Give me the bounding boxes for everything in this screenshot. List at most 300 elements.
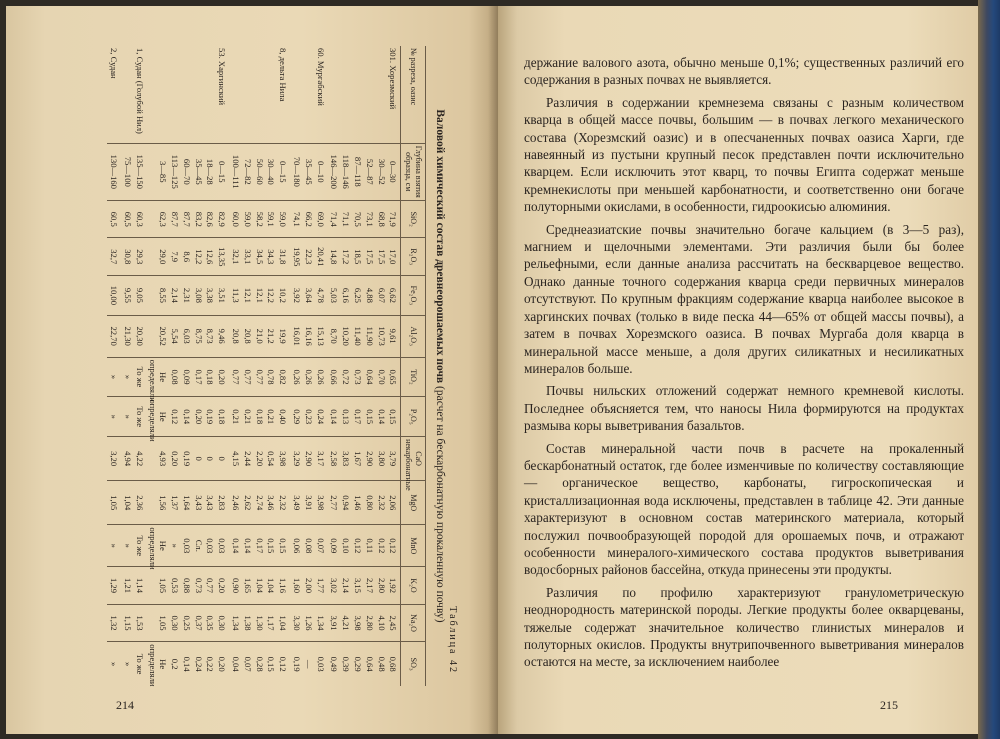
value-cell: 3,91 bbox=[328, 604, 340, 642]
value-cell: 16,01 bbox=[290, 315, 302, 357]
value-cell: 3,98 bbox=[314, 481, 328, 525]
depth-cell: 87—118 bbox=[351, 143, 363, 200]
value-cell: 3,38 bbox=[204, 276, 216, 316]
value-cell: 1,04 bbox=[121, 481, 133, 525]
value-cell: 0,21 bbox=[265, 397, 277, 437]
value-cell: 30,8 bbox=[121, 238, 133, 276]
depth-cell: 18—28 bbox=[204, 143, 216, 200]
value-cell: 0 bbox=[215, 437, 229, 481]
value-cell: 0,15 bbox=[276, 525, 290, 567]
value-cell: 0,17 bbox=[253, 525, 265, 567]
header-k2o: K₂O bbox=[401, 567, 426, 605]
value-cell: 0,14 bbox=[241, 525, 253, 567]
table-row bbox=[351, 46, 363, 686]
value-cell: 0,21 bbox=[241, 397, 253, 437]
book-cover-edge bbox=[978, 0, 1000, 739]
value-cell: 0,15 bbox=[265, 642, 277, 686]
value-cell: 0,17 bbox=[351, 397, 363, 437]
value-cell: 0,49 bbox=[328, 642, 340, 686]
depth-cell: 72—82 bbox=[241, 143, 253, 200]
value-cell: 29,0 bbox=[147, 238, 169, 276]
value-cell: 71,9 bbox=[387, 200, 401, 238]
value-cell: 0,11 bbox=[363, 525, 375, 567]
header-cao bbox=[401, 437, 426, 491]
site-cell bbox=[328, 46, 340, 143]
value-cell: 2,90 bbox=[302, 437, 314, 481]
value-cell: 2,00 bbox=[302, 567, 314, 605]
site-cell bbox=[147, 46, 169, 143]
value-cell: 1,77 bbox=[314, 567, 328, 605]
value-cell: 2,17 bbox=[363, 567, 375, 605]
value-cell: 0,26 bbox=[314, 357, 328, 397]
table-body bbox=[107, 46, 401, 686]
table-row bbox=[121, 46, 133, 686]
value-cell: 3,92 bbox=[290, 276, 302, 316]
header-cao-label: CaO bbox=[414, 451, 423, 466]
paragraph: Различия в содержании кремнезема связаны с разным количеством кварца в общей массе почвы, большим — в почвах легкого механического состава (Хорезмский оазис) и в опесчаненных почвах оазиса Харги, где навеянный из пустыни крупный песок представлен почти исключительно кварцем. Если исключить этот кварц, то почвы Египта содержат меньше кремнекислоты при меньшей карбонатности, и соответственно они богаче полуторными окислами, в особенности, гидроокисью алюминия. bbox=[524, 94, 964, 215]
header-r2o3: R₂O₃ bbox=[401, 238, 426, 276]
value-cell: 0,64 bbox=[363, 642, 375, 686]
value-cell: 3,46 bbox=[265, 481, 277, 525]
value-cell: 0,03 bbox=[215, 525, 229, 567]
page-number-right: 215 bbox=[880, 698, 898, 712]
value-cell: 0,20 bbox=[215, 567, 229, 605]
value-cell: 0,15 bbox=[265, 525, 277, 567]
value-cell: 31,8 bbox=[276, 238, 290, 276]
right-page bbox=[498, 6, 978, 734]
value-cell: 1,56 bbox=[147, 481, 169, 525]
value-cell: 0,14 bbox=[229, 525, 241, 567]
table-row bbox=[253, 46, 265, 686]
value-cell: 9,61 bbox=[387, 315, 401, 357]
table-header-row bbox=[401, 46, 426, 686]
table-row bbox=[276, 46, 290, 686]
value-cell: 1,16 bbox=[276, 567, 290, 605]
value-cell: 58,2 bbox=[253, 200, 265, 238]
table-row bbox=[265, 46, 277, 686]
site-cell bbox=[180, 46, 192, 143]
value-cell: 1,17 bbox=[265, 604, 277, 642]
value-cell: 29,3 bbox=[133, 238, 147, 276]
value-cell: Не определяли bbox=[147, 397, 169, 437]
value-cell: 11,40 bbox=[351, 315, 363, 357]
value-cell: 3,98 bbox=[276, 437, 290, 481]
value-cell: 20,30 bbox=[133, 315, 147, 357]
table-row bbox=[215, 46, 229, 686]
value-cell: 2,58 bbox=[328, 437, 340, 481]
value-cell: 60,0 bbox=[229, 200, 241, 238]
table-row bbox=[147, 46, 169, 686]
value-cell: 20,8 bbox=[241, 315, 253, 357]
value-cell: 2,80 bbox=[363, 604, 375, 642]
depth-cell: 70—180 bbox=[290, 143, 302, 200]
value-cell: 71,1 bbox=[339, 200, 351, 238]
value-cell: 0,18 bbox=[253, 397, 265, 437]
value-cell: 21,30 bbox=[121, 315, 133, 357]
value-cell: 12,1 bbox=[253, 276, 265, 316]
value-cell: 10,2 bbox=[276, 276, 290, 316]
value-cell: 0,40 bbox=[276, 397, 290, 437]
value-cell: 2,62 bbox=[241, 481, 253, 525]
value-cell: 0,17 bbox=[192, 357, 204, 397]
table-row bbox=[302, 46, 314, 686]
chemical-composition-table bbox=[107, 46, 426, 686]
value-cell: 0,77 bbox=[253, 357, 265, 397]
value-cell: То же bbox=[133, 642, 147, 686]
value-cell: 82,9 bbox=[215, 200, 229, 238]
value-cell: 32,7 bbox=[107, 238, 121, 276]
left-page bbox=[6, 6, 498, 734]
value-cell: 82,6 bbox=[204, 200, 216, 238]
value-cell: 0,29 bbox=[290, 397, 302, 437]
value-cell: 12,6 bbox=[204, 238, 216, 276]
header-sio2: SiO₂ bbox=[401, 200, 426, 238]
value-cell: 1,92 bbox=[387, 567, 401, 605]
value-cell: 1,67 bbox=[351, 437, 363, 481]
value-cell: 2,36 bbox=[133, 481, 147, 525]
site-cell bbox=[168, 46, 180, 143]
value-cell: 3,64 bbox=[302, 276, 314, 316]
value-cell: 21,2 bbox=[265, 315, 277, 357]
value-cell: 60,3 bbox=[133, 200, 147, 238]
value-cell: 2,14 bbox=[168, 276, 180, 316]
value-cell: 6,62 bbox=[387, 276, 401, 316]
value-cell: 0,08 bbox=[302, 525, 314, 567]
value-cell: 0,90 bbox=[229, 567, 241, 605]
value-cell: 20,8 bbox=[229, 315, 241, 357]
value-cell: 2,32 bbox=[375, 481, 387, 525]
value-cell: 0,10 bbox=[339, 525, 351, 567]
depth-cell: 0—10 bbox=[314, 143, 328, 200]
value-cell: 1,37 bbox=[168, 481, 180, 525]
depth-cell: 60—70 bbox=[180, 143, 192, 200]
table-row bbox=[375, 46, 387, 686]
value-cell: 12,2 bbox=[265, 276, 277, 316]
depth-cell: 50—60 bbox=[253, 143, 265, 200]
value-cell: 19,95 bbox=[290, 238, 302, 276]
value-cell: 2,31 bbox=[180, 276, 192, 316]
value-cell: 0,08 bbox=[168, 357, 180, 397]
value-cell: 0,80 bbox=[363, 481, 375, 525]
value-cell: 6,03 bbox=[180, 315, 192, 357]
header-cao-noncarb: некарбонатные bbox=[404, 439, 414, 491]
site-cell: 1, Судан (Голубой Нил) bbox=[134, 48, 145, 134]
value-cell: 22,3 bbox=[302, 238, 314, 276]
value-cell: 4,78 bbox=[314, 276, 328, 316]
value-cell: 0,15 bbox=[363, 397, 375, 437]
header-depth: Глубина взятия образца, см bbox=[401, 143, 426, 200]
table-row bbox=[339, 46, 351, 686]
table-label: Таблица 42 bbox=[447, 606, 458, 674]
depth-cell: 0—30 bbox=[387, 143, 401, 200]
value-cell: 0,88 bbox=[180, 567, 192, 605]
value-cell: 3,80 bbox=[375, 437, 387, 481]
value-cell: 0,26 bbox=[290, 357, 302, 397]
depth-cell: 130—160 bbox=[107, 143, 121, 200]
value-cell: » bbox=[121, 525, 133, 567]
value-cell: 0,25 bbox=[180, 604, 192, 642]
value-cell: 9,46 bbox=[215, 315, 229, 357]
value-cell: 11,3 bbox=[229, 276, 241, 316]
value-cell: 3,79 bbox=[387, 437, 401, 481]
value-cell: 1,65 bbox=[241, 567, 253, 605]
value-cell: 6,16 bbox=[339, 276, 351, 316]
value-cell: 3,98 bbox=[351, 604, 363, 642]
value-cell: 0,30 bbox=[215, 604, 229, 642]
value-cell: 0,09 bbox=[328, 525, 340, 567]
site-cell: 8, дельта Нила bbox=[278, 48, 289, 102]
value-cell: 83,2 bbox=[192, 200, 204, 238]
value-cell: Сл. bbox=[192, 525, 204, 567]
value-cell: 2,06 bbox=[387, 481, 401, 525]
value-cell: 13,35 bbox=[215, 238, 229, 276]
value-cell: » bbox=[107, 357, 121, 397]
site-cell bbox=[241, 46, 253, 143]
value-cell: 11,90 bbox=[363, 315, 375, 357]
value-cell: 22,70 bbox=[107, 315, 121, 357]
value-cell: 0,72 bbox=[339, 357, 351, 397]
value-cell: 0,03 bbox=[180, 525, 192, 567]
value-cell: 33,1 bbox=[241, 238, 253, 276]
value-cell: 0,20 bbox=[168, 437, 180, 481]
value-cell: » bbox=[121, 397, 133, 437]
value-cell: 1,29 bbox=[107, 567, 121, 605]
value-cell: 0,15 bbox=[387, 397, 401, 437]
value-cell: 0,20 bbox=[192, 397, 204, 437]
table-row bbox=[204, 46, 216, 686]
depth-cell: 3—85 bbox=[147, 143, 169, 200]
value-cell: 0 bbox=[204, 437, 216, 481]
value-cell: 0,06 bbox=[290, 525, 302, 567]
header-al2o3: Al₂O₃ bbox=[401, 315, 426, 357]
value-cell: 17,2 bbox=[339, 238, 351, 276]
header-na2o: Na₂O bbox=[401, 604, 426, 642]
value-cell: 2,45 bbox=[387, 604, 401, 642]
value-cell: 0,12 bbox=[375, 525, 387, 567]
value-cell: 1,64 bbox=[180, 481, 192, 525]
value-cell: 68,8 bbox=[375, 200, 387, 238]
value-cell: 60,5 bbox=[107, 200, 121, 238]
depth-cell: 118—146 bbox=[339, 143, 351, 200]
value-cell: 0,20 bbox=[215, 357, 229, 397]
site-cell bbox=[363, 46, 375, 143]
depth-cell: 35—45 bbox=[192, 143, 204, 200]
value-cell: » bbox=[107, 525, 121, 567]
depth-cell: 135—150 bbox=[133, 143, 147, 200]
value-cell: 9,55 bbox=[121, 276, 133, 316]
value-cell: 59,1 bbox=[265, 200, 277, 238]
value-cell: 0,68 bbox=[387, 642, 401, 686]
value-cell: 60,5 bbox=[121, 200, 133, 238]
value-cell: 3,49 bbox=[290, 481, 302, 525]
value-cell: 59,0 bbox=[241, 200, 253, 238]
value-cell: 34,5 bbox=[253, 238, 265, 276]
value-cell: 3,51 bbox=[215, 276, 229, 316]
value-cell: 87,7 bbox=[180, 200, 192, 238]
value-cell: 0,54 bbox=[265, 437, 277, 481]
value-cell: 20,41 bbox=[314, 238, 328, 276]
table-row bbox=[363, 46, 375, 686]
site-cell bbox=[229, 46, 241, 143]
paragraph: держание валового азота, обычно меньше 0,1%; существенных различий его содержания в разных почвах не выявляется. bbox=[524, 55, 964, 88]
value-cell: 0,70 bbox=[375, 357, 387, 397]
site-cell bbox=[204, 46, 216, 143]
value-cell: 0,39 bbox=[339, 642, 351, 686]
value-cell: 4,22 bbox=[133, 437, 147, 481]
value-cell: 1,04 bbox=[276, 604, 290, 642]
value-cell: 0,23 bbox=[302, 397, 314, 437]
site-cell bbox=[253, 46, 265, 143]
value-cell: 5,03 bbox=[328, 276, 340, 316]
site-cell bbox=[302, 46, 314, 143]
header-mgo: MgO bbox=[401, 481, 426, 525]
paragraph: Среднеазиатские почвы значительно богаче кальцием (в 3—5 раз), магнием и щелочными элементами. Эти различия были бы более рельефными, если данные анализа рассчитать на бескварцевое вещество. Однако данные точного содержания кварца среди первичных минералов отсутствуют. По крупным фракциям содержание кварца наиболее высокое в харгинских почвах (только в виде песка 44—65% от общей массы почвы), а затем в почвах Хорезмского оазиса. В почвах Мургаба доля кварца в минеральной массе меньше, а доля других силикатных и несиликатных минералов больше. bbox=[524, 221, 964, 376]
value-cell: 66,2 bbox=[302, 200, 314, 238]
table-row bbox=[387, 46, 401, 686]
value-cell: 15,13 bbox=[314, 315, 328, 357]
value-cell: 1,53 bbox=[133, 604, 147, 642]
value-cell: 3,43 bbox=[192, 481, 204, 525]
depth-cell: 0—15 bbox=[276, 143, 290, 200]
table-row bbox=[192, 46, 204, 686]
value-cell: 59,0 bbox=[276, 200, 290, 238]
depth-cell: 100—111 bbox=[229, 143, 241, 200]
rotated-table-block bbox=[109, 46, 462, 687]
value-cell: 8,70 bbox=[328, 315, 340, 357]
value-cell: 0,04 bbox=[229, 642, 241, 686]
value-cell: 6,07 bbox=[375, 276, 387, 316]
value-cell: 69,0 bbox=[314, 200, 328, 238]
value-cell: » bbox=[107, 397, 121, 437]
depth-cell: 35—45 bbox=[302, 143, 314, 200]
value-cell: 70,5 bbox=[351, 200, 363, 238]
table-row bbox=[290, 46, 302, 686]
table-row bbox=[180, 46, 192, 686]
value-cell: 71,4 bbox=[328, 200, 340, 238]
value-cell: 0,07 bbox=[241, 642, 253, 686]
value-cell: 1,05 bbox=[147, 604, 169, 642]
value-cell: 62,3 bbox=[147, 200, 169, 238]
value-cell: 12,2 bbox=[192, 238, 204, 276]
table-title-subtitle: (расчет на бескарбонатную прокаленную почву) bbox=[434, 386, 446, 623]
value-cell: 0,30 bbox=[168, 604, 180, 642]
value-cell: 0,24 bbox=[314, 397, 328, 437]
value-cell: 0,19 bbox=[204, 397, 216, 437]
value-cell: 17,0 bbox=[387, 238, 401, 276]
value-cell: 0,29 bbox=[351, 642, 363, 686]
site-cell: 301. Хорезмский bbox=[388, 48, 399, 110]
header-so3: SO₃ bbox=[401, 642, 426, 686]
value-cell: То же bbox=[133, 397, 147, 437]
value-cell: 10,00 bbox=[107, 276, 121, 316]
value-cell: 10,73 bbox=[375, 315, 387, 357]
value-cell: 0,07 bbox=[314, 525, 328, 567]
body-text bbox=[524, 54, 964, 676]
value-cell: 0,73 bbox=[192, 567, 204, 605]
value-cell: » bbox=[107, 642, 121, 686]
value-cell: 0,18 bbox=[204, 357, 216, 397]
value-cell: 0,12 bbox=[351, 525, 363, 567]
value-cell: » bbox=[168, 525, 180, 567]
value-cell: 3,02 bbox=[328, 567, 340, 605]
value-cell: 0,94 bbox=[339, 481, 351, 525]
depth-cell: 30—40 bbox=[265, 143, 277, 200]
value-cell: 0,2 bbox=[168, 642, 180, 686]
value-cell: 0,35 bbox=[204, 604, 216, 642]
value-cell: 1,34 bbox=[229, 604, 241, 642]
value-cell: 6,25 bbox=[351, 276, 363, 316]
value-cell: 0,64 bbox=[363, 357, 375, 397]
value-cell: 2,32 bbox=[276, 481, 290, 525]
value-cell: 1,46 bbox=[351, 481, 363, 525]
value-cell: 32,1 bbox=[229, 238, 241, 276]
depth-cell: 146—200 bbox=[328, 143, 340, 200]
value-cell: 34,3 bbox=[265, 238, 277, 276]
value-cell: 0,73 bbox=[351, 357, 363, 397]
value-cell: То же bbox=[133, 525, 147, 567]
value-cell: 2,90 bbox=[363, 437, 375, 481]
value-cell: 1,38 bbox=[241, 604, 253, 642]
value-cell: 1,34 bbox=[314, 604, 328, 642]
value-cell: 0,53 bbox=[168, 567, 180, 605]
value-cell: 9,05 bbox=[133, 276, 147, 316]
value-cell: 1,26 bbox=[302, 604, 314, 642]
value-cell: 0,14 bbox=[328, 397, 340, 437]
value-cell: 0,48 bbox=[375, 642, 387, 686]
value-cell: 87,7 bbox=[168, 200, 180, 238]
value-cell: Не определяли bbox=[147, 525, 169, 567]
paragraph: Различия по профилю характеризуют гранулометрическую неоднородность материнской породы. Легкие продукты более окварцеваны, тяжелые содержат значительное количество глинистых минералов и полуторных окислов. Продукты внутрипочвенного выветривания минералов остаются на месте, за исключением наиболее bbox=[524, 584, 964, 670]
depth-cell: 0—15 bbox=[215, 143, 229, 200]
value-cell: 2,14 bbox=[339, 567, 351, 605]
value-cell: 0,13 bbox=[339, 397, 351, 437]
value-cell: Не определяли bbox=[147, 357, 169, 397]
value-cell: 0,12 bbox=[168, 397, 180, 437]
value-cell: 3,91 bbox=[302, 481, 314, 525]
table-row bbox=[314, 46, 328, 686]
value-cell: 8,55 bbox=[147, 276, 169, 316]
value-cell: 14,8 bbox=[328, 238, 340, 276]
value-cell: 3,83 bbox=[339, 437, 351, 481]
value-cell: 4,10 bbox=[375, 604, 387, 642]
value-cell: 3,20 bbox=[107, 437, 121, 481]
value-cell: 1,15 bbox=[121, 604, 133, 642]
depth-cell: 52—87 bbox=[363, 143, 375, 200]
value-cell: 0,19 bbox=[180, 437, 192, 481]
value-cell: 8,73 bbox=[204, 315, 216, 357]
table-row bbox=[133, 46, 147, 686]
site-cell: 2, Судан bbox=[109, 48, 120, 79]
value-cell: 73,1 bbox=[363, 200, 375, 238]
value-cell: 2,44 bbox=[241, 437, 253, 481]
value-cell: 1,05 bbox=[107, 481, 121, 525]
paragraph: Состав минеральной части почв в расчете на прокаленный бескарбонатный остаток, где более изменчивые по количеству составляющие — органическое вещество, карбонаты, гигроскопическая и кристаллизационная вода исключены, представлен в таблице 42. Эти данные характеризуют в основном состав материнского материала, который послужил почвообразующей породой для орошаемых почв, и отражают особенности минералого-химического состава продуктов выветривания водосборных районов бассейна, откуда принесены эти продукты. bbox=[524, 440, 964, 578]
value-cell: 17,5 bbox=[363, 238, 375, 276]
paragraph: Почвы нильских отложений содержат немного кремневой кислоты. Последнее объясняется тем, что наносы Нила формируются на продуктах размыва коры выветривания базальтов. bbox=[524, 383, 964, 434]
table-row bbox=[328, 46, 340, 686]
value-cell: 0,21 bbox=[229, 397, 241, 437]
value-cell: 2,46 bbox=[229, 481, 241, 525]
value-cell: 1,04 bbox=[253, 567, 265, 605]
site-cell bbox=[375, 46, 387, 143]
value-cell: 19,9 bbox=[276, 315, 290, 357]
value-cell: 1,60 bbox=[290, 567, 302, 605]
value-cell: 0,66 bbox=[328, 357, 340, 397]
value-cell: 12,1 bbox=[241, 276, 253, 316]
value-cell: 0,78 bbox=[265, 357, 277, 397]
value-cell: » bbox=[121, 642, 133, 686]
value-cell: 0,77 bbox=[241, 357, 253, 397]
